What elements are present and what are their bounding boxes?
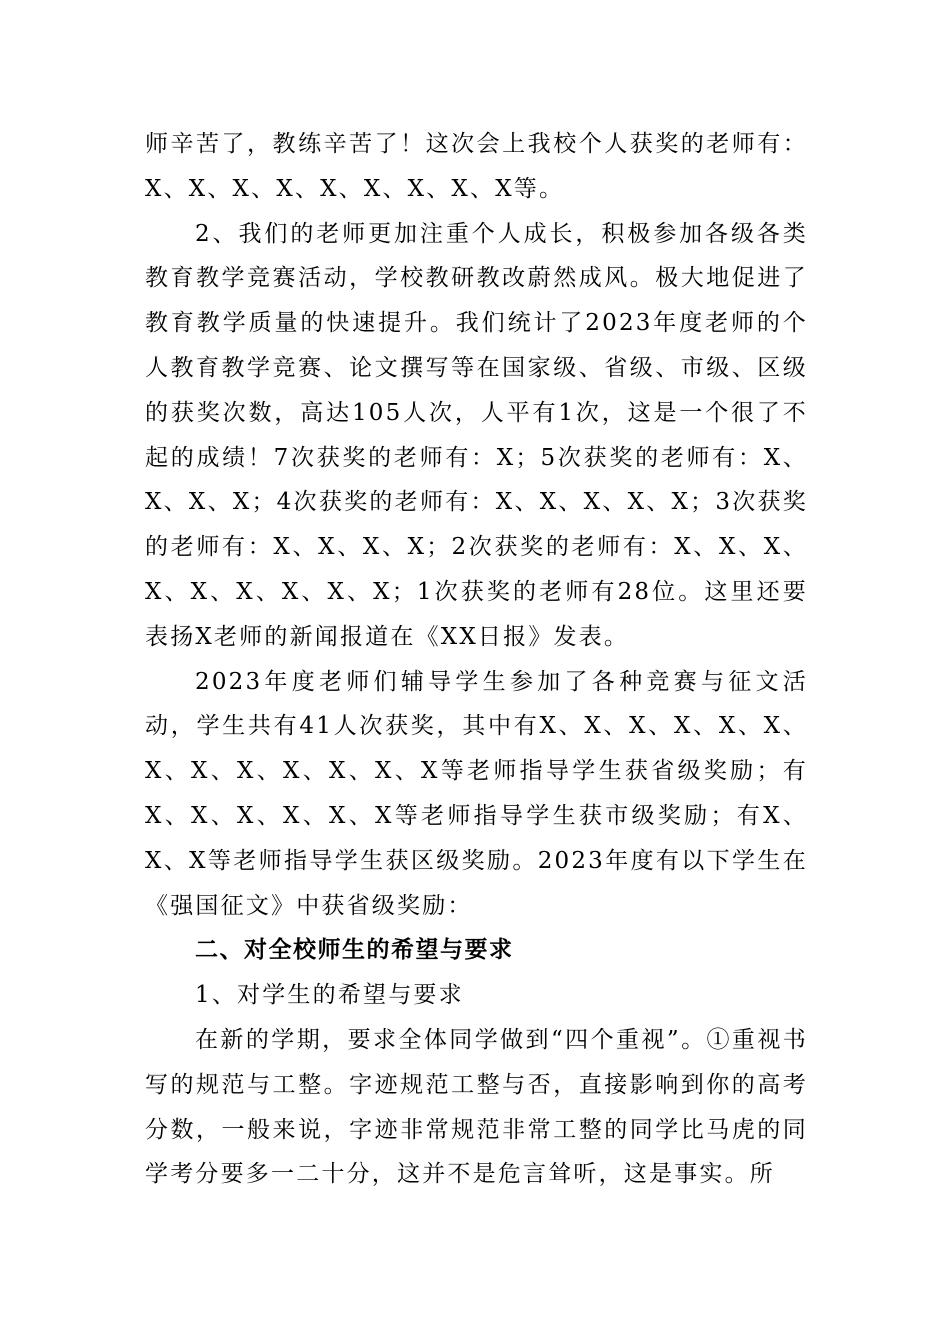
document-body xyxy=(145,122,808,1197)
paragraph-four-priorities: 在新的学期，要求全体同学做到“四个重视”。①重视书写的规范与工整。字迹规范工整与否，直接影响到你的高考分数，一般来说，字迹非常规范非常工整的同学比马虎的同学考分要多一二十分，这并不是危言耸听，这是事实。所 xyxy=(145,1026,808,1188)
paragraph-teacher-growth: 2、我们的老师更加注重个人成长，积极参加各级各类教育教学竞赛活动，学校教研教改蔚然成风。极大地促进了教育教学质量的快速提升。我们统计了2023年度老师的个人教育教学竞赛、论文撰写等在国家级、省级、市级、区级的获奖次数，高达105人次，人平有1次，这是一个很了不起的成绩！7次获奖的老师有：X；5次获奖的老师有：X、X、X、X；4次获奖的老师有：X、X、X、X、X；3次获奖的老师有：X、X、X、X；2次获奖的老师有：X、X、X、X、X、X、X、X、X；1次获奖的老师有28位。这里还要表扬X老师的新闻报道在《XX日报》发表。 xyxy=(145,220,808,650)
paragraph-awards-list: 师辛苦了，教练辛苦了！这次会上我校个人获奖的老师有：X、X、X、X、X、X、X、X、X等。 xyxy=(145,131,808,202)
subheading-student-requirements: 1、对学生的希望与要求 xyxy=(195,982,464,1009)
section-heading-hopes-requirements: 二、对全校师生的希望与要求 xyxy=(195,937,514,964)
paragraph-student-competitions: 2023年度老师们辅导学生参加了各种竞赛与征文活动，学生共有41人次获奖，其中有X、X、X、X、X、X、X、X、X、X、X、X、X等老师指导学生获省级奖励；有X、X、X、X、X、X等老师指导学生获市级奖励；有X、X、X等老师指导学生获区级奖励。2023年度有以下学生在《强国征文》中获省级奖励： xyxy=(145,668,808,919)
